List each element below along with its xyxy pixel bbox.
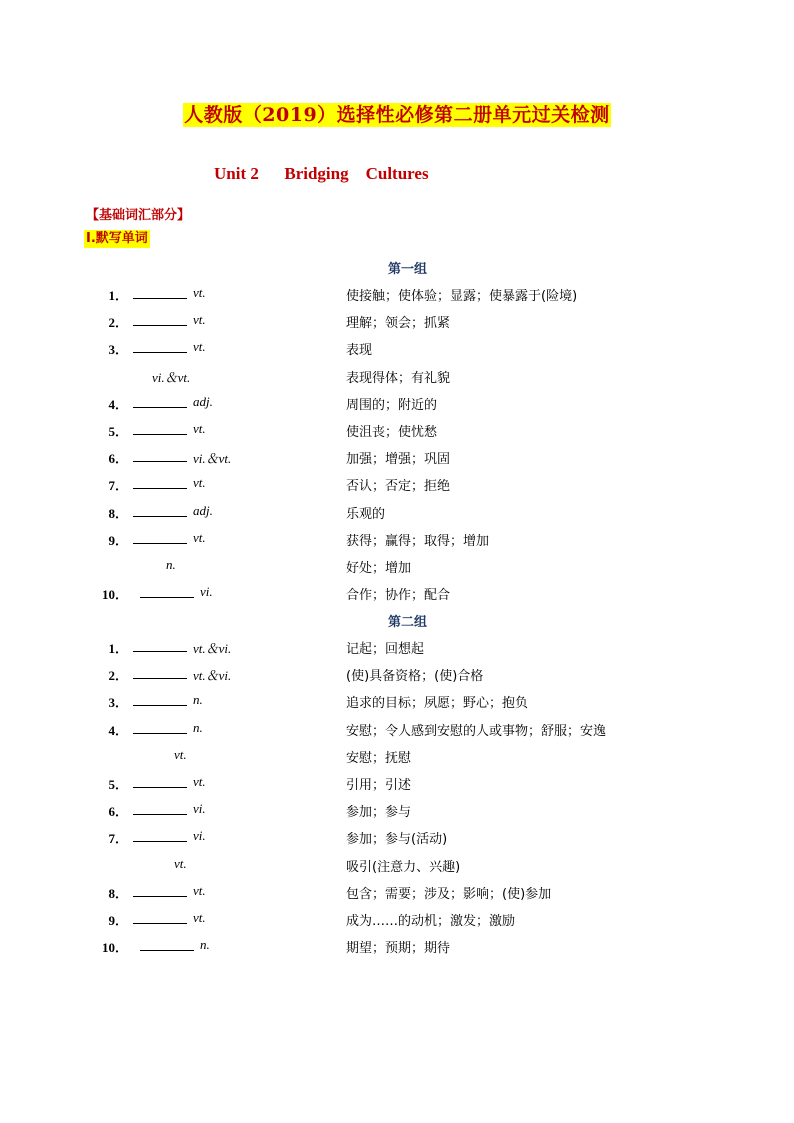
- part-of-speech: vt.: [193, 285, 206, 300]
- item-number: 1．: [108, 288, 128, 303]
- item-number: 6．: [108, 451, 128, 467]
- item-number: 7．: [108, 831, 128, 847]
- word-meaning: 追求的目标；夙愿；野心；抱负: [346, 696, 529, 712]
- part-of-speech: vt.: [193, 774, 206, 789]
- part-of-speech: n.: [193, 719, 203, 735]
- part-of-speech: vt.: [193, 421, 206, 436]
- word-meaning: 安慰；抚慰: [346, 750, 412, 766]
- answer-blank[interactable]: [133, 448, 187, 462]
- word-meaning: 使沮丧；使忧愁: [346, 425, 438, 440]
- group-label: 第一组: [388, 262, 428, 277]
- item-number: 5．: [108, 777, 128, 792]
- vocab-row: [0, 692, 794, 712]
- answer-blank[interactable]: [133, 312, 187, 326]
- vocab-row: [0, 421, 794, 441]
- item-number: 4．: [108, 722, 128, 738]
- part-of-speech: n.: [200, 937, 210, 953]
- title-wrap: [0, 103, 794, 127]
- part-of-speech: vt.: [193, 910, 206, 925]
- part-of-speech: vi.: [193, 828, 206, 844]
- vocab-row: [0, 530, 794, 550]
- vocab-row: [0, 475, 794, 495]
- word-meaning: 安慰；令人感到安慰的人或事物；舒服；安逸: [346, 723, 607, 739]
- item-number: 3．: [108, 342, 128, 358]
- word-meaning: 好处；增加: [346, 561, 412, 576]
- word-meaning: 否认；否定；拒绝: [346, 479, 451, 495]
- vocab-row: [0, 285, 794, 305]
- word-meaning: 参加；参与: [346, 805, 412, 821]
- answer-blank[interactable]: [133, 285, 187, 299]
- page-title: 人教版（2019）选择性必修第二册单元过关检测: [184, 104, 610, 126]
- item-number: 8．: [108, 505, 128, 521]
- part-of-speech: vt.＆vi.: [193, 641, 232, 656]
- word-meaning: 成为……的动机；激发；激励: [346, 914, 516, 929]
- item-number: 2．: [108, 315, 128, 331]
- item-number: 6．: [108, 804, 128, 820]
- word-meaning: 记起；回想起: [346, 642, 425, 657]
- word-meaning: 获得；赢得；取得；增加: [346, 533, 490, 549]
- answer-blank[interactable]: [133, 828, 187, 842]
- vocab-row: [0, 747, 794, 767]
- section-heading: 【基础词汇部分】: [86, 208, 191, 223]
- word-meaning: 使接触；使体验；显露；使暴露于(险境): [346, 289, 578, 304]
- part-of-speech: vt.: [193, 882, 206, 898]
- word-meaning: 加强；增强；巩固: [346, 452, 451, 468]
- word-meaning: 表现: [346, 343, 373, 359]
- item-number: 5．: [108, 424, 128, 439]
- item-number: 7．: [108, 478, 128, 494]
- answer-blank[interactable]: [133, 910, 187, 924]
- word-meaning: (使)具备资格；(使)合格: [346, 669, 484, 685]
- vocab-row: [0, 720, 794, 740]
- answer-blank[interactable]: [133, 394, 187, 408]
- vocab-row: [0, 665, 794, 685]
- answer-blank[interactable]: [133, 503, 187, 517]
- answer-blank[interactable]: [133, 638, 187, 652]
- word-meaning: 期望；预期；期待: [346, 941, 451, 957]
- part-of-speech: vi.: [193, 801, 206, 817]
- subsection-heading: Ⅰ.默写单词: [86, 231, 148, 246]
- unit-heading: Unit 2 Bridging Cultures: [214, 164, 429, 183]
- vocab-row: [0, 883, 794, 903]
- word-meaning: 合作；协作；配合: [346, 588, 451, 604]
- vocab-row: [0, 638, 794, 658]
- part-of-speech: vi.＆vt.: [152, 369, 191, 385]
- answer-blank[interactable]: [133, 692, 187, 706]
- answer-blank[interactable]: [133, 801, 187, 815]
- answer-blank[interactable]: [133, 665, 187, 679]
- word-meaning: 包含；需要；涉及；影响；(使)参加: [346, 886, 552, 902]
- word-meaning: 周围的；附近的: [346, 397, 438, 413]
- part-of-speech: vt.: [193, 529, 206, 545]
- answer-blank[interactable]: [133, 530, 187, 544]
- answer-blank[interactable]: [133, 475, 187, 489]
- part-of-speech: vi.: [200, 584, 213, 600]
- vocab-row: [0, 394, 794, 414]
- item-number: 10．: [101, 940, 128, 956]
- answer-blank[interactable]: [133, 774, 187, 788]
- part-of-speech: vt.＆vi.: [193, 668, 232, 684]
- answer-blank[interactable]: [140, 584, 194, 598]
- vocab-row: [0, 584, 794, 604]
- part-of-speech: adj.: [193, 502, 213, 518]
- item-number: 2．: [108, 668, 128, 684]
- part-of-speech: vt.: [193, 312, 206, 328]
- group-label: 第二组: [388, 615, 428, 630]
- part-of-speech: vt.: [174, 855, 187, 871]
- item-number: 1．: [108, 641, 128, 656]
- item-number: 9．: [108, 913, 128, 928]
- vocab-row: [0, 312, 794, 332]
- part-of-speech: vt.: [193, 339, 206, 355]
- part-of-speech: n.: [166, 557, 176, 572]
- word-meaning: 引用；引述: [346, 778, 412, 793]
- vocab-row: [0, 856, 794, 876]
- item-number: 8．: [108, 885, 128, 901]
- item-number: 3．: [108, 695, 128, 711]
- vocab-row: [0, 367, 794, 387]
- part-of-speech: adj.: [193, 393, 213, 409]
- word-meaning: 参加；参与(活动): [346, 832, 448, 848]
- vocab-row: [0, 828, 794, 848]
- vocab-row: [0, 910, 794, 930]
- vocab-row: [0, 801, 794, 821]
- part-of-speech: n.: [193, 692, 203, 708]
- answer-blank[interactable]: [140, 937, 194, 951]
- answer-blank[interactable]: [133, 720, 187, 734]
- answer-blank[interactable]: [133, 339, 187, 353]
- part-of-speech: vt.: [193, 475, 206, 491]
- item-number: 9．: [108, 532, 128, 548]
- vocab-row: [0, 557, 794, 577]
- vocab-row: [0, 339, 794, 359]
- vocab-row: [0, 937, 794, 957]
- item-number: 4．: [108, 396, 128, 412]
- word-meaning: 理解；领会；抓紧: [346, 316, 451, 332]
- part-of-speech: vi.＆vt.: [193, 451, 232, 467]
- item-number: 10．: [101, 587, 128, 603]
- part-of-speech: vt.: [174, 746, 187, 762]
- vocab-row: [0, 774, 794, 794]
- vocab-row: [0, 503, 794, 523]
- vocab-row: [0, 448, 794, 468]
- word-meaning: 吸引(注意力、兴趣): [346, 859, 461, 875]
- word-meaning: 表现得体；有礼貌: [346, 370, 451, 386]
- answer-blank[interactable]: [133, 883, 187, 897]
- word-meaning: 乐观的: [346, 506, 386, 522]
- answer-blank[interactable]: [133, 421, 187, 435]
